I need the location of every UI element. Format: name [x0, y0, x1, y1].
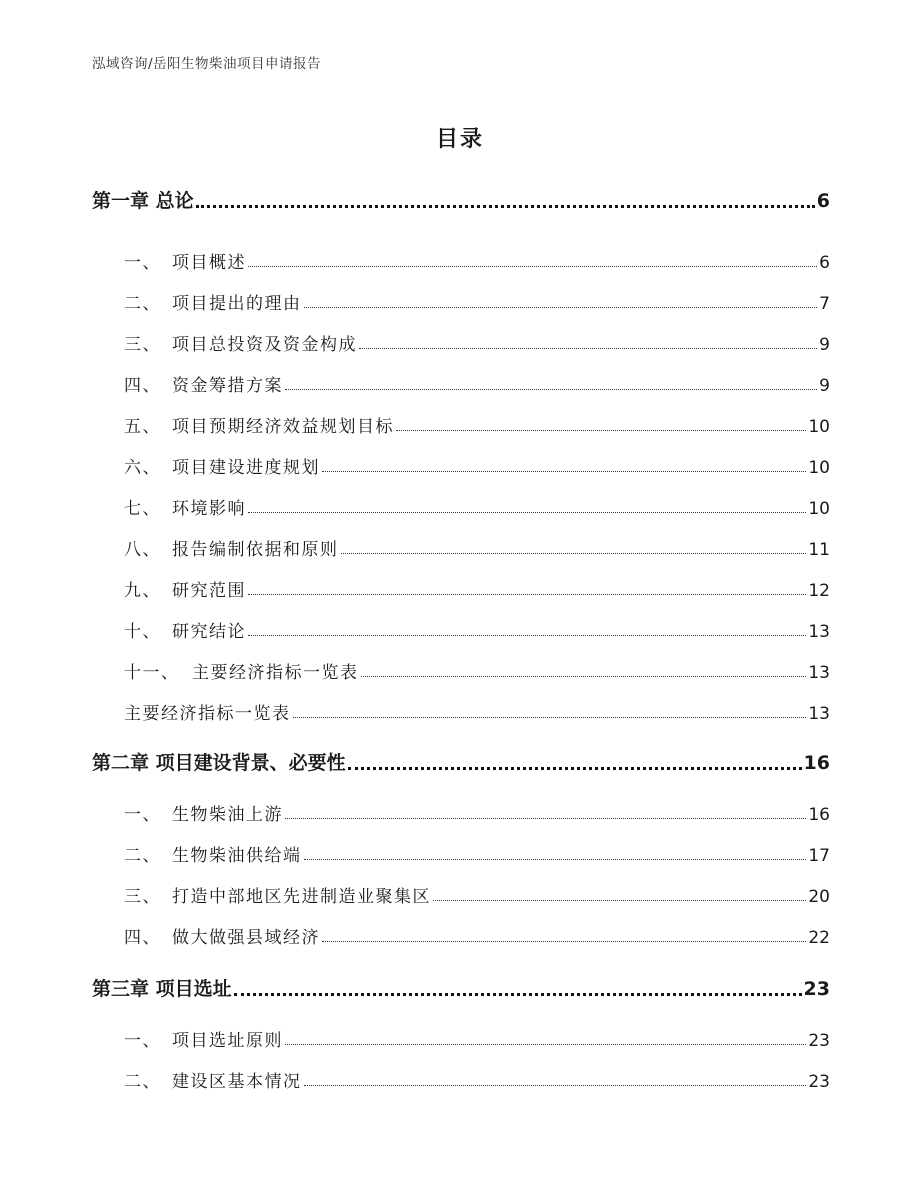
- dot-leader: [322, 941, 806, 942]
- toc-page-number: 10: [808, 417, 830, 437]
- dot-leader: [285, 389, 817, 390]
- dot-leader: [304, 1085, 807, 1086]
- toc-section-entry[interactable]: [124, 576, 830, 601]
- toc-entry-text: 做大做强县域经济: [172, 928, 320, 948]
- toc-entry-label: [124, 371, 283, 396]
- toc-section-entry[interactable]: [124, 371, 830, 396]
- toc-entry-label: [124, 535, 339, 560]
- toc-section-entry[interactable]: [124, 1026, 830, 1051]
- toc-entry-text: 生物柴油上游: [172, 805, 283, 825]
- toc-entry-text: 主要经济指标一览表: [124, 704, 291, 724]
- toc-entry-label: [124, 412, 394, 437]
- toc-entry-text: 研究结论: [172, 622, 246, 642]
- toc-entry-text: 研究范围: [172, 581, 246, 601]
- toc-entry-number: 二、: [124, 846, 161, 866]
- toc-entry-number: 三、: [124, 335, 161, 355]
- dot-leader: [248, 635, 806, 636]
- toc-entry-label: [124, 658, 359, 683]
- dot-leader: [248, 266, 817, 267]
- dot-leader: [322, 471, 806, 472]
- toc-section-entry[interactable]: [124, 841, 830, 866]
- dot-leader: [361, 676, 807, 677]
- toc-entry-label: [92, 748, 346, 775]
- toc-entry-label: [124, 453, 320, 478]
- toc-entry-text: 打造中部地区先进制造业聚集区: [172, 887, 431, 907]
- toc-entry-label: [124, 841, 302, 866]
- dot-leader: [293, 717, 807, 718]
- toc-chapter-entry[interactable]: [92, 974, 830, 1001]
- toc-page-number: 16: [808, 805, 830, 825]
- toc-chapter-entry[interactable]: [92, 748, 830, 775]
- toc-section-entry[interactable]: [124, 800, 830, 825]
- toc-entry-label: [92, 186, 194, 213]
- toc-entry-text: 第二章 项目建设背景、必要性: [92, 752, 346, 774]
- toc-page-number: 13: [808, 622, 830, 642]
- dot-leader: [359, 348, 817, 349]
- page-header: 泓域咨询/岳阳生物柴油项目申请报告: [92, 56, 322, 72]
- toc-page-number: 7: [819, 294, 830, 314]
- toc-section-entry[interactable]: [124, 289, 830, 314]
- toc-entry-number: 七、: [124, 499, 161, 519]
- toc-entry-number: 三、: [124, 887, 161, 907]
- toc-entry-label: [124, 289, 302, 314]
- toc-entry-text: 第一章 总论: [92, 190, 194, 212]
- toc-page-number: 22: [808, 928, 830, 948]
- toc-entry-number: 十、: [124, 622, 161, 642]
- toc-section-entry[interactable]: [124, 658, 830, 683]
- toc-section-entry[interactable]: [124, 617, 830, 642]
- dot-leader: [304, 307, 818, 308]
- toc-page-number: 23: [803, 978, 830, 1000]
- dot-leader: [396, 430, 806, 431]
- toc-title: 目录: [435, 127, 484, 152]
- toc-entry-text: 第三章 项目选址: [92, 978, 232, 1000]
- toc-section-entry[interactable]: [124, 923, 830, 948]
- toc-section-entry[interactable]: [124, 494, 830, 519]
- toc-entry-number: 八、: [124, 540, 161, 560]
- dot-leader: [285, 818, 806, 819]
- toc-entry-text: 项目预期经济效益规划目标: [172, 417, 394, 437]
- toc-chapter-entry[interactable]: [92, 186, 830, 213]
- toc-entry-text: 项目建设进度规划: [172, 458, 320, 478]
- toc-page-number: 9: [819, 376, 830, 396]
- toc-entry-text: 生物柴油供给端: [172, 846, 302, 866]
- toc-entry-label: [124, 1026, 283, 1051]
- toc-section-entry[interactable]: [124, 1067, 830, 1092]
- dot-leader: [341, 553, 807, 554]
- toc-page-number: 10: [808, 458, 830, 478]
- dot-leader: [433, 900, 806, 901]
- toc-entry-label: [124, 923, 320, 948]
- toc-entry-number: 二、: [124, 294, 161, 314]
- toc-section-entry[interactable]: [124, 535, 830, 560]
- toc-entry-label: [124, 699, 291, 724]
- toc-entry-label: [124, 800, 283, 825]
- toc-entry-label: [124, 1067, 302, 1092]
- toc-section-entry[interactable]: [124, 699, 830, 724]
- dot-leader: [248, 594, 806, 595]
- toc-entry-text: 项目总投资及资金构成: [172, 335, 357, 355]
- toc-entry-number: 一、: [124, 1031, 161, 1051]
- toc-entry-number: 六、: [124, 458, 161, 478]
- toc-entry-text: 资金筹措方案: [172, 376, 283, 396]
- toc-entry-text: 主要经济指标一览表: [192, 663, 359, 683]
- toc-entry-label: [124, 494, 246, 519]
- toc-entry-label: [124, 882, 431, 907]
- dot-leader: [285, 1044, 806, 1045]
- toc-page-number: 10: [808, 499, 830, 519]
- toc-page-number: 11: [808, 540, 830, 560]
- toc-section-entry[interactable]: [124, 412, 830, 437]
- dot-leader: [234, 993, 802, 996]
- toc-entry-label: [124, 617, 246, 642]
- toc-entry-number: 九、: [124, 581, 161, 601]
- toc-entry-text: 报告编制依据和原则: [172, 540, 339, 560]
- dot-leader: [196, 205, 815, 208]
- toc-section-entry[interactable]: [124, 330, 830, 355]
- toc-entry-number: 五、: [124, 417, 161, 437]
- toc-page-number: 9: [819, 335, 830, 355]
- toc-page-number: 16: [803, 752, 830, 774]
- toc-entry-text: 项目概述: [172, 253, 246, 273]
- toc-page-number: 17: [808, 846, 830, 866]
- toc-entry-text: 项目选址原则: [172, 1031, 283, 1051]
- toc-section-entry[interactable]: [124, 882, 830, 907]
- toc-section-entry[interactable]: [124, 248, 830, 273]
- toc-page-number: 13: [808, 663, 830, 683]
- toc-entry-number: 一、: [124, 805, 161, 825]
- toc-page-number: 23: [808, 1031, 830, 1051]
- toc-entry-number: 四、: [124, 928, 161, 948]
- toc-section-entry[interactable]: [124, 453, 830, 478]
- toc-page-number: 12: [808, 581, 830, 601]
- toc-entry-label: [124, 330, 357, 355]
- dot-leader: [348, 767, 802, 770]
- toc-entry-number: 十一、: [124, 663, 180, 683]
- toc-entry-text: 环境影响: [172, 499, 246, 519]
- toc-entry-number: 一、: [124, 253, 161, 273]
- dot-leader: [248, 512, 806, 513]
- toc-entry-label: [124, 576, 246, 601]
- toc-entry-text: 建设区基本情况: [172, 1072, 302, 1092]
- toc-page-number: 6: [816, 190, 830, 212]
- toc-page-number: 13: [808, 704, 830, 724]
- toc-entry-label: [92, 974, 232, 1001]
- toc-page-number: 20: [808, 887, 830, 907]
- toc-entry-label: [124, 248, 246, 273]
- toc-page-number: 6: [819, 253, 830, 273]
- toc-entry-number: 四、: [124, 376, 161, 396]
- toc-page-number: 23: [808, 1072, 830, 1092]
- dot-leader: [304, 859, 807, 860]
- toc-entry-number: 二、: [124, 1072, 161, 1092]
- toc-entry-text: 项目提出的理由: [172, 294, 302, 314]
